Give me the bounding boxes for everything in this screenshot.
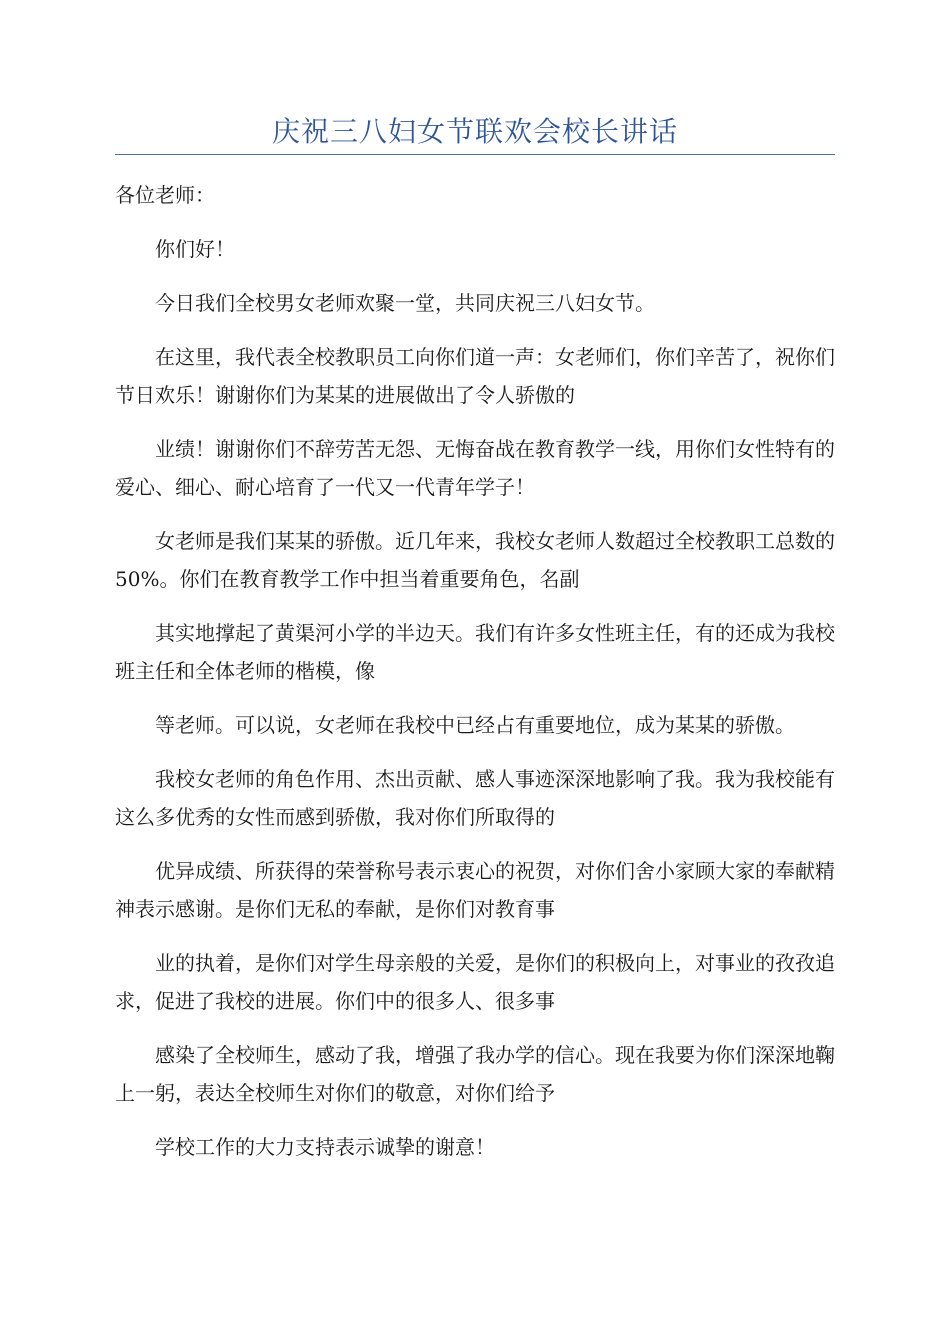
paragraph: 学校工作的大力支持表示诚挚的谢意！ <box>155 1135 495 1159</box>
document-title: 庆祝三八妇女节联欢会校长讲话 <box>271 115 678 148</box>
paragraph: 业的执着，是你们对学生母亲般的关爱，是你们的积极向上，对事业的孜孜追求，促进了我校的进展。你们中的很多人、很多事 <box>115 951 835 1013</box>
paragraph: 等老师。可以说，女老师在我校中已经占有重要地位，成为某某的骄傲。 <box>155 713 795 737</box>
paragraph: 在这里，我代表全校教职员工向你们道一声：女老师们，你们辛苦了，祝你们节日欢乐！谢谢你们为某某的进展做出了令人骄傲的 <box>115 345 835 407</box>
title-underline <box>115 154 835 155</box>
paragraph: 其实地撑起了黄渠河小学的半边天。我们有许多女性班主任，有的还成为我校班主任和全体老师的楷模，像 <box>115 621 835 683</box>
paragraph: 你们好！ <box>155 237 235 261</box>
salutation: 各位老师： <box>115 183 215 207</box>
paragraph: 感染了全校师生，感动了我，增强了我办学的信心。现在我要为你们深深地鞠上一躬，表达全校师生对你们的敬意，对你们给予 <box>115 1043 835 1105</box>
paragraph: 优异成绩、所获得的荣誉称号表示衷心的祝贺，对你们舍小家顾大家的奉献精神表示感谢。是你们无私的奉献，是你们对教育事 <box>115 859 835 921</box>
paragraph: 女老师是我们某某的骄傲。近几年来，我校女老师人数超过全校教职工总数的 50%。你们在教育教学工作中担当着重要角色，名副 <box>115 529 835 591</box>
document-body <box>115 176 835 1182</box>
paragraph: 业绩！谢谢你们不辞劳苦无怨、无悔奋战在教育教学一线，用你们女性特有的爱心、细心、耐心培育了一代又一代青年学子！ <box>115 437 835 499</box>
paragraph: 我校女老师的角色作用、杰出贡献、感人事迹深深地影响了我。我为我校能有这么多优秀的女性而感到骄傲，我对你们所取得的 <box>115 767 835 829</box>
paragraph: 今日我们全校男女老师欢聚一堂，共同庆祝三八妇女节。 <box>155 291 655 315</box>
